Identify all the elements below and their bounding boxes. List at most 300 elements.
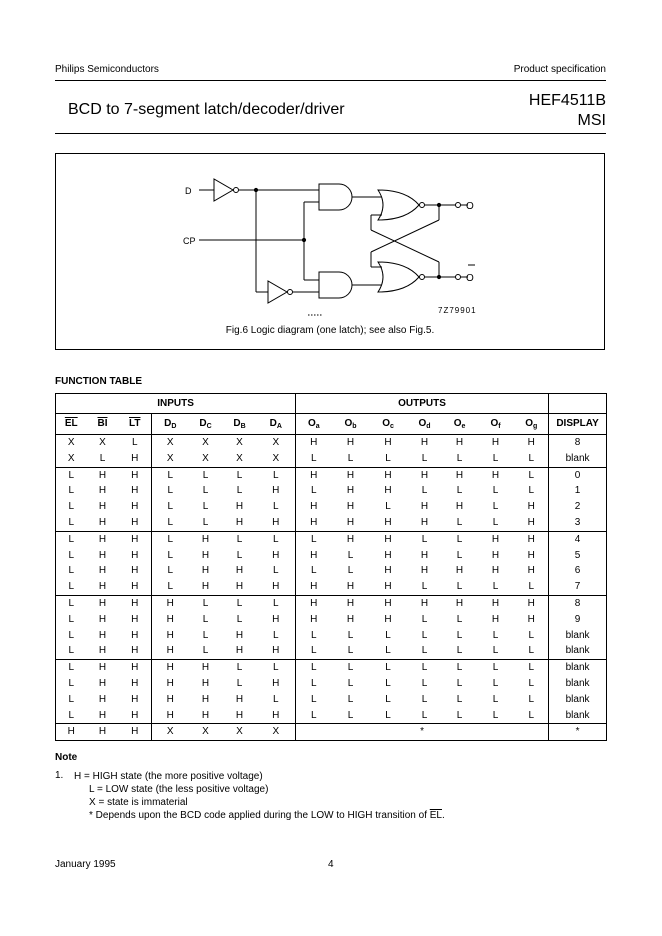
- col-lt: $\overline{LT}$: [119, 414, 152, 435]
- table-cell: L: [347, 452, 354, 464]
- table-cell: 1: [549, 483, 607, 499]
- table-cell: blank: [549, 708, 607, 724]
- table-cell: H: [98, 516, 107, 528]
- part-block: [529, 91, 606, 131]
- table-row: [56, 660, 607, 676]
- label-d: D: [185, 186, 192, 196]
- table-cell: H: [131, 693, 139, 705]
- table-cell: H: [56, 724, 87, 741]
- col-da: $D_A$: [257, 414, 296, 435]
- part-family: MSI: [577, 112, 606, 129]
- table-cell: L: [202, 485, 209, 497]
- table-cell: L: [236, 677, 243, 689]
- table-row: [56, 467, 607, 483]
- table-cell: L: [456, 516, 463, 528]
- table-cell: L: [347, 693, 354, 705]
- table-cell: H: [189, 660, 223, 676]
- table-cell: H: [346, 613, 355, 625]
- table-cell: H: [346, 485, 355, 497]
- table-cell: L: [456, 549, 463, 561]
- table-cell: L: [223, 595, 257, 611]
- table-cell: H: [98, 565, 107, 577]
- table-cell: L: [528, 629, 535, 641]
- col-db: $D_B$: [223, 414, 257, 435]
- table-cell: L: [443, 660, 477, 676]
- inputs-group-header: INPUTS: [56, 394, 296, 414]
- table-cell: H: [491, 565, 500, 577]
- table-cell: H: [98, 629, 107, 641]
- col-ob: $O_b$: [332, 414, 370, 435]
- table-cell: H: [420, 565, 429, 577]
- table-cell: H: [152, 643, 189, 659]
- table-cell: L: [202, 629, 209, 641]
- table-cell: L: [347, 629, 354, 641]
- table-cell: L: [272, 693, 279, 705]
- table-row: [56, 612, 607, 628]
- table-cell: H: [87, 660, 119, 676]
- table-cell: L: [152, 563, 189, 579]
- logic-diagram-figure: [55, 153, 605, 350]
- table-cell: L: [492, 485, 499, 497]
- table-cell: L: [296, 708, 332, 724]
- table-row: [56, 676, 607, 692]
- company-name: Philips Semiconductors: [55, 64, 159, 75]
- table-cell: L: [68, 613, 75, 625]
- table-cell: H: [332, 531, 370, 547]
- table-cell: 7: [549, 579, 607, 595]
- table-cell: L: [257, 467, 296, 483]
- table-cell: H: [98, 485, 107, 497]
- table-cell: H: [98, 645, 107, 657]
- table-cell: H: [455, 565, 464, 577]
- table-cell: H: [131, 516, 139, 528]
- col-od: $O_d$: [407, 414, 443, 435]
- table-cell: L: [528, 677, 535, 689]
- table-cell: L: [189, 467, 223, 483]
- table-cell: L: [296, 483, 332, 499]
- table-cell: H: [420, 437, 429, 448]
- table-cell: H: [420, 501, 429, 513]
- table-cell: H: [98, 693, 107, 705]
- table-cell: L: [456, 485, 463, 497]
- col-oa: $O_a$: [296, 414, 332, 435]
- table-cell: X: [152, 435, 189, 451]
- page-title: BCD to 7-segment latch/decoder/driver: [68, 101, 345, 118]
- table-cell: H: [131, 549, 139, 561]
- table-cell: L: [68, 485, 75, 497]
- page-number: 4: [328, 859, 334, 870]
- table-cell: H: [201, 581, 210, 593]
- table-cell: H: [235, 501, 244, 513]
- table-cell: H: [384, 549, 392, 561]
- table-cell: L: [421, 613, 428, 625]
- col-dc: $D_C$: [189, 414, 223, 435]
- table-cell: H: [346, 581, 355, 593]
- table-cell: L: [296, 628, 332, 644]
- table-cell: L: [492, 452, 499, 464]
- table-cell: L: [56, 467, 87, 483]
- footer-date: January 1995: [55, 859, 116, 870]
- table-cell: L: [236, 613, 243, 625]
- label-cp: CP: [183, 236, 196, 246]
- table-cell: H: [296, 515, 332, 531]
- table-cell: H: [527, 516, 535, 528]
- table-cell: X: [67, 452, 75, 464]
- table-cell: H: [296, 595, 332, 611]
- figure-caption: Fig.6 Logic diagram (one latch); see also Fig.5.: [225, 325, 435, 336]
- table-cell: L: [68, 549, 75, 561]
- table-row: [56, 451, 607, 467]
- table-cell: H: [201, 677, 210, 689]
- table-cell: L: [296, 692, 332, 708]
- table-cell: H: [443, 595, 477, 611]
- table-cell: H: [131, 709, 139, 721]
- note-heading: Note: [55, 752, 78, 763]
- table-row: [56, 708, 607, 724]
- part-number: HEF4511B: [528, 92, 606, 109]
- table-cell: 9: [549, 612, 607, 628]
- table-cell: H: [235, 709, 244, 721]
- table-cell: H: [152, 595, 189, 611]
- table-row: [56, 628, 607, 644]
- table-cell: H: [455, 501, 464, 513]
- table-cell: L: [477, 660, 515, 676]
- table-row: [56, 548, 607, 564]
- table-cell: H: [152, 692, 189, 708]
- table-cell: H: [407, 595, 443, 611]
- table-cell: H: [384, 437, 392, 448]
- table-cell: L: [257, 531, 296, 547]
- table-cell: H: [443, 467, 477, 483]
- table-cell: L: [492, 645, 499, 657]
- col-of: $O_f$: [477, 414, 515, 435]
- table-cell: H: [272, 709, 280, 721]
- table-cell: H: [477, 467, 515, 483]
- table-cell: L: [152, 483, 189, 499]
- table-cell: H: [370, 467, 407, 483]
- table-cell: H: [152, 660, 189, 676]
- table-cell: blank: [549, 628, 607, 644]
- col-oc: $O_c$: [370, 414, 407, 435]
- table-cell: H: [98, 677, 107, 689]
- table-cell: L: [68, 501, 75, 513]
- table-cell: H: [296, 435, 332, 451]
- table-cell: H: [235, 629, 244, 641]
- table-cell: L: [492, 677, 499, 689]
- table-cell: L: [385, 629, 391, 641]
- table-cell: L: [421, 485, 428, 497]
- table-cell: H: [152, 676, 189, 692]
- table-cell: 0: [549, 467, 607, 483]
- table-cell: X: [223, 724, 257, 741]
- table-cell: L: [456, 452, 463, 464]
- table-cell: L: [202, 516, 209, 528]
- table-cell: H: [272, 645, 280, 657]
- table-cell: L: [68, 629, 75, 641]
- table-cell: H: [477, 531, 515, 547]
- table-cell: L: [68, 645, 75, 657]
- table-cell: H: [477, 595, 515, 611]
- table-cell: L: [421, 629, 428, 641]
- table-cell: H: [235, 693, 244, 705]
- table-cell: H: [491, 437, 500, 448]
- table-cell: 8: [549, 435, 607, 451]
- table-cell: L: [202, 501, 209, 513]
- table-cell: H: [527, 565, 535, 577]
- function-table-heading: FUNCTION TABLE: [55, 376, 143, 387]
- table-cell: X: [202, 452, 209, 464]
- table-cell: H: [346, 516, 355, 528]
- table-cell: L: [456, 709, 463, 721]
- table-cell: X: [236, 437, 243, 448]
- table-cell: X: [272, 437, 280, 448]
- table-cell: H: [119, 467, 152, 483]
- label-o: O: [466, 201, 474, 212]
- table-cell: H: [272, 549, 280, 561]
- table-cell: L: [385, 693, 391, 705]
- table-cell: L: [296, 563, 332, 579]
- table-cell: H: [131, 581, 139, 593]
- table-cell: H: [119, 595, 152, 611]
- table-cell: L: [370, 660, 407, 676]
- table-cell: blank: [549, 692, 607, 708]
- table-cell: H: [131, 677, 139, 689]
- table-cell: L: [202, 613, 209, 625]
- col-dd: $D_D$: [152, 414, 189, 435]
- table-cell: L: [443, 531, 477, 547]
- table-cell: L: [421, 645, 428, 657]
- table-cell: H: [131, 565, 139, 577]
- table-cell: H: [98, 613, 107, 625]
- table-cell: H: [235, 645, 244, 657]
- table-cell: L: [528, 581, 535, 593]
- table-cell: H: [420, 516, 429, 528]
- table-cell: H: [272, 485, 280, 497]
- table-cell: H: [407, 467, 443, 483]
- table-cell: L: [515, 660, 549, 676]
- table-cell: H: [384, 516, 392, 528]
- table-cell: L: [421, 693, 428, 705]
- table-cell: L: [347, 709, 354, 721]
- table-cell: H: [98, 581, 107, 593]
- table-cell: H: [98, 501, 107, 513]
- table-cell: L: [223, 467, 257, 483]
- table-cell: L: [296, 531, 332, 547]
- table-cell: H: [370, 531, 407, 547]
- table-cell: L: [347, 549, 354, 561]
- table-cell: L: [152, 499, 189, 515]
- table-cell: H: [235, 581, 244, 593]
- table-cell: H: [201, 693, 210, 705]
- table-cell: H: [370, 595, 407, 611]
- table-cell: L: [528, 452, 535, 464]
- table-cell: H: [119, 724, 152, 741]
- table-cell: L: [223, 660, 257, 676]
- table-cell: X: [99, 437, 106, 448]
- table-cell: 4: [549, 531, 607, 547]
- table-cell: L: [456, 581, 463, 593]
- note-line-high: H = HIGH state (the more positive voltage): [74, 771, 263, 782]
- table-cell: H: [131, 645, 139, 657]
- table-cell: H: [98, 549, 107, 561]
- table-cell: H: [87, 724, 119, 741]
- table-cell: L: [68, 565, 75, 577]
- table-cell: H: [384, 485, 392, 497]
- function-table: [55, 393, 607, 741]
- table-cell: L: [152, 515, 189, 531]
- table-cell: L: [152, 548, 189, 564]
- table-cell: L: [421, 581, 428, 593]
- table-row: [56, 595, 607, 611]
- table-cell: X: [152, 724, 189, 741]
- table-cell: H: [235, 565, 244, 577]
- table-cell: H: [527, 549, 535, 561]
- table-cell: L: [421, 677, 428, 689]
- table-cell: L: [68, 677, 75, 689]
- table-cell: L: [528, 485, 535, 497]
- table-cell: H: [152, 708, 189, 724]
- table-cell: H: [131, 485, 139, 497]
- table-cell: H: [384, 581, 392, 593]
- table-cell: L: [492, 581, 499, 593]
- col-bi: $\overline{BI}$: [87, 414, 119, 435]
- table-cell: L: [272, 501, 279, 513]
- table-cell: H: [131, 613, 139, 625]
- table-cell: L: [385, 677, 391, 689]
- table-cell: H: [131, 452, 139, 464]
- table-cell: L: [456, 645, 463, 657]
- table-cell: L: [257, 595, 296, 611]
- table-cell: H: [420, 549, 429, 561]
- col-el: $\overline{EL}$: [56, 414, 87, 435]
- table-cell: H: [296, 467, 332, 483]
- table-cell: L: [456, 693, 463, 705]
- table-cell: H: [98, 709, 107, 721]
- table-cell: L: [56, 660, 87, 676]
- table-cell: L: [407, 531, 443, 547]
- table-cell: L: [456, 613, 463, 625]
- table-cell: H: [384, 613, 392, 625]
- label-o-bar: O: [466, 273, 474, 284]
- table-cell: L: [68, 709, 75, 721]
- table-cell: H: [296, 612, 332, 628]
- table-cell: L: [347, 677, 354, 689]
- document-type: Product specification: [513, 64, 606, 75]
- table-cell: H: [87, 467, 119, 483]
- table-cell: L: [347, 565, 354, 577]
- table-cell: H: [272, 581, 280, 593]
- table-cell: X: [189, 724, 223, 741]
- table-cell: H: [119, 660, 152, 676]
- col-oe: $O_e$: [443, 414, 477, 435]
- table-cell: L: [407, 660, 443, 676]
- table-cell: H: [527, 501, 535, 513]
- table-cell: L: [68, 581, 75, 593]
- table-cell: L: [272, 565, 279, 577]
- table-cell: H: [189, 531, 223, 547]
- table-cell: 3: [549, 515, 607, 531]
- table-cell: L: [152, 531, 189, 547]
- table-cell: H: [201, 565, 210, 577]
- table-row: [56, 531, 607, 547]
- figure-code: 7Z79901: [438, 306, 477, 315]
- table-cell: L: [528, 709, 535, 721]
- table-row: [56, 643, 607, 659]
- table-cell: H: [87, 595, 119, 611]
- table-cell: X: [257, 724, 296, 741]
- table-cell: L: [99, 452, 106, 464]
- table-cell: H: [235, 516, 244, 528]
- outputs-group-header: OUTPUTS: [296, 394, 549, 414]
- table-cell: L: [456, 629, 463, 641]
- table-cell: L: [492, 693, 499, 705]
- table-cell: H: [491, 613, 500, 625]
- table-cell: X: [152, 451, 189, 467]
- table-cell: 8: [549, 595, 607, 611]
- table-cell: L: [385, 645, 391, 657]
- table-cell: H: [296, 499, 332, 515]
- table-cell: L: [56, 595, 87, 611]
- table-cell: H: [272, 677, 280, 689]
- table-cell: L: [272, 629, 279, 641]
- table-cell: L: [347, 645, 354, 657]
- table-cell: 5: [549, 548, 607, 564]
- logic-diagram: [56, 154, 604, 349]
- table-cell: blank: [549, 451, 607, 467]
- table-cell: H: [296, 548, 332, 564]
- table-cell: L: [223, 531, 257, 547]
- note-body: [74, 770, 445, 822]
- table-row: [56, 579, 607, 595]
- table-cell: H: [384, 565, 392, 577]
- header-divider: [55, 80, 606, 81]
- table-cell: L: [492, 629, 499, 641]
- table-cell: L: [296, 643, 332, 659]
- table-cell: L: [257, 660, 296, 676]
- note-number: 1.: [55, 770, 64, 781]
- table-cell: L: [296, 676, 332, 692]
- table-row: [56, 483, 607, 499]
- table-cell: blank: [549, 676, 607, 692]
- table-cell: L: [385, 452, 391, 464]
- table-cell: L: [56, 531, 87, 547]
- table-cell-outputs: *: [296, 724, 549, 741]
- table-cell: L: [152, 467, 189, 483]
- table-cell: L: [236, 485, 243, 497]
- table-cell: L: [296, 451, 332, 467]
- table-cell: L: [456, 677, 463, 689]
- table-row: [56, 724, 607, 741]
- table-cell: H: [332, 595, 370, 611]
- table-cell: H: [491, 549, 500, 561]
- table-cell: L: [296, 660, 332, 676]
- table-cell: H: [455, 437, 464, 448]
- table-row: [56, 563, 607, 579]
- table-row: [56, 499, 607, 515]
- table-cell: H: [131, 501, 139, 513]
- table-cell: L: [421, 452, 428, 464]
- table-cell: L: [202, 645, 209, 657]
- table-cell: 2: [549, 499, 607, 515]
- col-display: DISPLAY: [549, 414, 607, 435]
- table-cell: L: [515, 467, 549, 483]
- table-cell: L: [68, 516, 75, 528]
- table-cell: blank: [549, 643, 607, 659]
- table-cell: L: [385, 709, 391, 721]
- table-cell: H: [332, 467, 370, 483]
- table-row: [56, 515, 607, 531]
- table-row: [56, 435, 607, 451]
